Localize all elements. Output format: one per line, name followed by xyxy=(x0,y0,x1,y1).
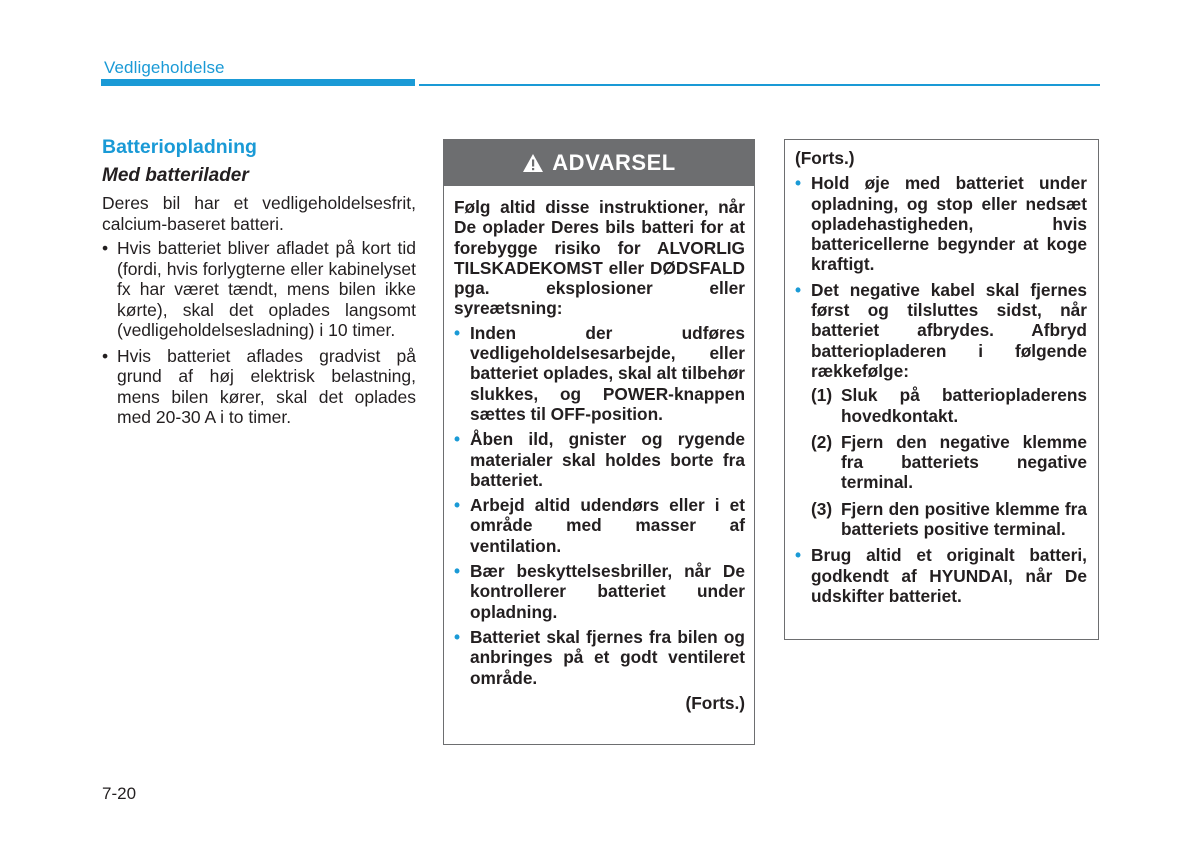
list-item xyxy=(454,561,745,622)
bullet-icon: • xyxy=(795,173,802,194)
list-item-text: Det negative kabel skal fjernes først og tilsluttes sidst, når batteriet afbrydes. Afbryd batteriopladeren i følgende rækkefølge: xyxy=(811,279,1087,381)
bullet-icon: • xyxy=(795,545,802,566)
list-item xyxy=(795,173,1087,274)
bullet-icon: • xyxy=(454,495,461,516)
list-item-text: Batteriet skal fjernes fra bilen og anbringes på et godt ventileret område. xyxy=(470,626,745,688)
bullet-icon: • xyxy=(454,561,461,582)
list-item-text: Hvis batteriet bliver afladet på kort tid (fordi, hvis forlygterne eller kabinelyset fx har været tændt, mens bilen ikke kørte), skal det oplades langsomt (vedligeholdelsesladning) i 10 timer. xyxy=(117,238,416,340)
list-item-text: Hold øje med batteriet under opladning, og stop eller nedsæt opladehastigheden, hvis battericellerne begynder at koge kraftigt. xyxy=(811,173,1087,275)
step-item xyxy=(811,499,1087,540)
step-number: (2) xyxy=(811,431,833,452)
continuation-bullet-list xyxy=(795,173,1087,606)
continued-label: (Forts.) xyxy=(685,692,745,713)
warning-bullet-list xyxy=(454,323,745,688)
header-rule-thick xyxy=(101,79,415,86)
step-number: (3) xyxy=(811,498,833,519)
warning-triangle-icon xyxy=(522,153,544,173)
continuation-box xyxy=(784,139,1099,640)
left-column xyxy=(102,136,416,433)
section-header: Vedligeholdelse xyxy=(104,58,225,77)
page-number: 7-20 xyxy=(102,784,137,803)
continuation-label: (Forts.) xyxy=(795,148,855,168)
step-list xyxy=(811,385,1087,539)
list-item-text: Åben ild, gnister og rygende materialer skal holdes borte fra batteriet. xyxy=(470,429,745,490)
step-text: Sluk på batteriopladerens hovedkontakt. xyxy=(841,385,1087,426)
step-item xyxy=(811,432,1087,493)
intro-paragraph: Deres bil har et vedligeholdelsesfrit, calcium-baseret batteri. xyxy=(102,193,416,234)
header-rule-thin xyxy=(419,84,1100,86)
step-item xyxy=(811,385,1087,426)
warning-header xyxy=(444,140,754,186)
step-number: (1) xyxy=(811,385,833,406)
warning-body xyxy=(444,186,754,714)
list-item: • Hvis batteriet bliver afladet på kort tid (fordi, hvis forlygterne eller kabinelyset fx har været tændt, mens bilen ikke kørte), skal det oplades langsomt (vedligeholdelsesladning) i 10 timer. xyxy=(102,238,416,340)
list-item-text: Bær beskyttelsesbriller, når De kontrollerer batteriet under opladning. xyxy=(470,561,745,622)
bullet-icon: • xyxy=(454,626,461,647)
warning-title: ADVARSEL xyxy=(552,150,676,175)
list-item xyxy=(454,429,745,490)
list-item xyxy=(795,280,1087,540)
list-item xyxy=(454,627,745,688)
subsection-title: Med batterilader xyxy=(102,165,249,186)
list-item xyxy=(795,545,1087,606)
section-title: Batteriopladning xyxy=(102,136,257,158)
list-item-text: Arbejd altid udendørs eller i et område med masser af ventilation. xyxy=(470,495,745,556)
bullet-list xyxy=(102,238,416,428)
warning-box xyxy=(443,139,755,745)
list-item: • Hvis batteriet aflades gradvist på grund af høj elektrisk belastning, mens bilen kører, skal det oplades med 20-30 A i to timer. xyxy=(102,345,416,427)
bullet-icon: • xyxy=(454,429,461,450)
list-item-text: Inden der udføres vedligeholdelsesarbejde, eller batteriet oplades, skal alt tilbehør slukkes, og POWER-knappen sættes til OFF-position. xyxy=(470,322,745,424)
bullet-icon: • xyxy=(454,322,461,343)
warning-intro: Følg altid disse instruktioner, når De oplader Deres bils batteri for at forebygge risiko for ALVORLIG TILSKADEKOMST eller DØDSFALD pga. eksplosioner eller syreætsning: xyxy=(454,197,745,319)
list-item xyxy=(454,495,745,556)
list-item-text: Brug altid et originalt batteri, godkendt af HYUNDAI, når De udskifter batteriet. xyxy=(811,545,1087,606)
step-text: Fjern den negative klemme fra batteriets negative terminal. xyxy=(841,431,1087,493)
step-text: Fjern den positive klemme fra batteriets positive terminal. xyxy=(841,498,1087,540)
bullet-icon: • xyxy=(795,279,802,300)
list-item-text: Hvis batteriet aflades gradvist på grund af høj elektrisk belastning, mens bilen kører, skal det oplades med 20-30 A i to timer. xyxy=(117,345,416,427)
list-item xyxy=(454,323,745,424)
